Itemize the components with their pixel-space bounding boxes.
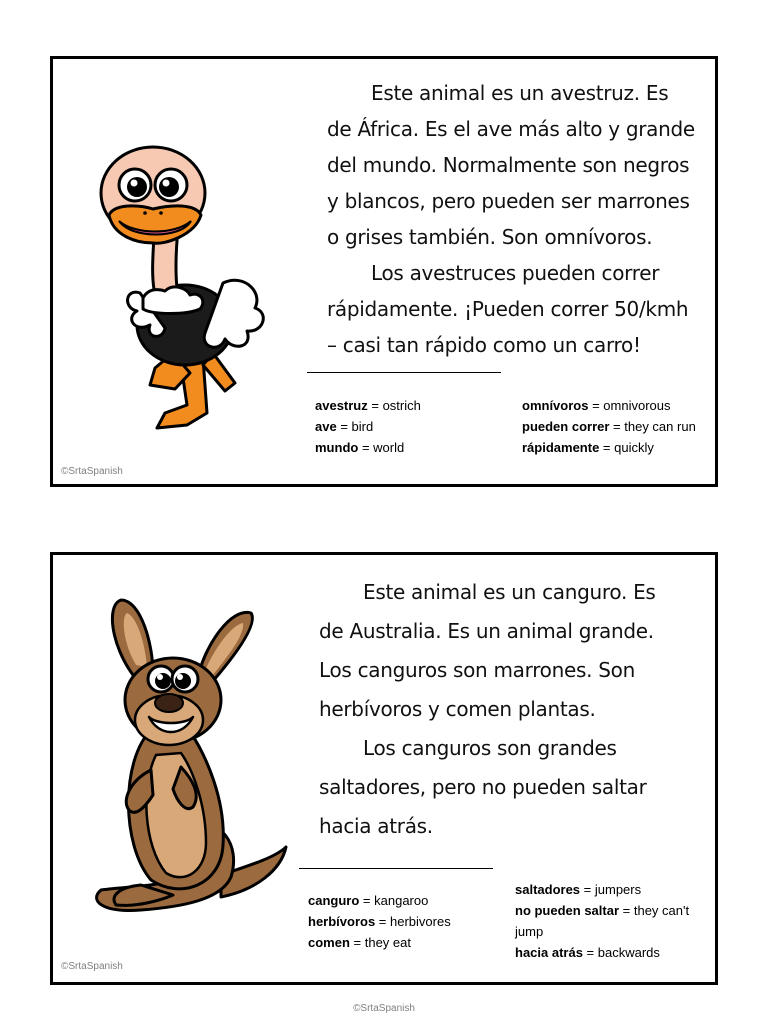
vocab-item: avestruz = ostrich bbox=[315, 398, 421, 413]
ostrich-illustration bbox=[95, 143, 275, 433]
vocab-item: comen = they eat bbox=[308, 935, 411, 950]
vocab-item: rápidamente = quickly bbox=[522, 440, 654, 455]
vocab-list-right bbox=[515, 879, 711, 963]
story-paragraph-1: Este animal es un canguro. Es de Australia. Es un animal grande. Los canguros son marrones. Son herbívoros y comen plantas. bbox=[319, 580, 656, 721]
vocab-item: ave = bird bbox=[315, 419, 374, 434]
page-credit: ©SrtaSpanish bbox=[353, 1003, 415, 1014]
vocab-item: canguro = kangaroo bbox=[308, 893, 429, 908]
vocab-item: omnívoros = omnivorous bbox=[522, 398, 671, 413]
story-paragraph-2: Los avestruces pueden correr rápidamente. ¡Pueden correr 50/kmh – casi tan rápido como un carro! bbox=[327, 261, 689, 357]
vocab-item: herbívoros = herbivores bbox=[308, 914, 451, 929]
vocab-divider bbox=[299, 868, 493, 869]
ostrich-card bbox=[50, 56, 718, 487]
vocab-item: saltadores = jumpers bbox=[515, 882, 642, 897]
kangaroo-story bbox=[319, 573, 683, 846]
vocab-item: mundo = world bbox=[315, 440, 405, 455]
vocab-divider bbox=[307, 372, 501, 373]
kangaroo-card bbox=[50, 552, 718, 985]
story-paragraph-1: Este animal es un avestruz. Es de África. Es el ave más alto y grande del mundo. Normalmente son negros y blancos, pero pueden ser marrones o grises también. Son omnívoros. bbox=[327, 81, 695, 249]
card-credit: ©SrtaSpanish bbox=[61, 961, 123, 972]
vocab-item: no pueden saltar = they can't jump bbox=[515, 903, 690, 939]
kangaroo-illustration bbox=[81, 595, 291, 925]
vocab-item: hacia atrás = backwards bbox=[515, 945, 660, 960]
story-paragraph-2: Los canguros son grandes saltadores, pero no pueden saltar hacia atrás. bbox=[319, 736, 647, 838]
vocab-item: pueden correr = they can run bbox=[522, 419, 696, 434]
ostrich-story bbox=[327, 75, 697, 363]
vocab-list-left bbox=[308, 890, 451, 953]
vocab-list-left bbox=[315, 395, 421, 458]
vocab-list-right bbox=[522, 395, 696, 458]
card-credit: ©SrtaSpanish bbox=[61, 466, 123, 477]
